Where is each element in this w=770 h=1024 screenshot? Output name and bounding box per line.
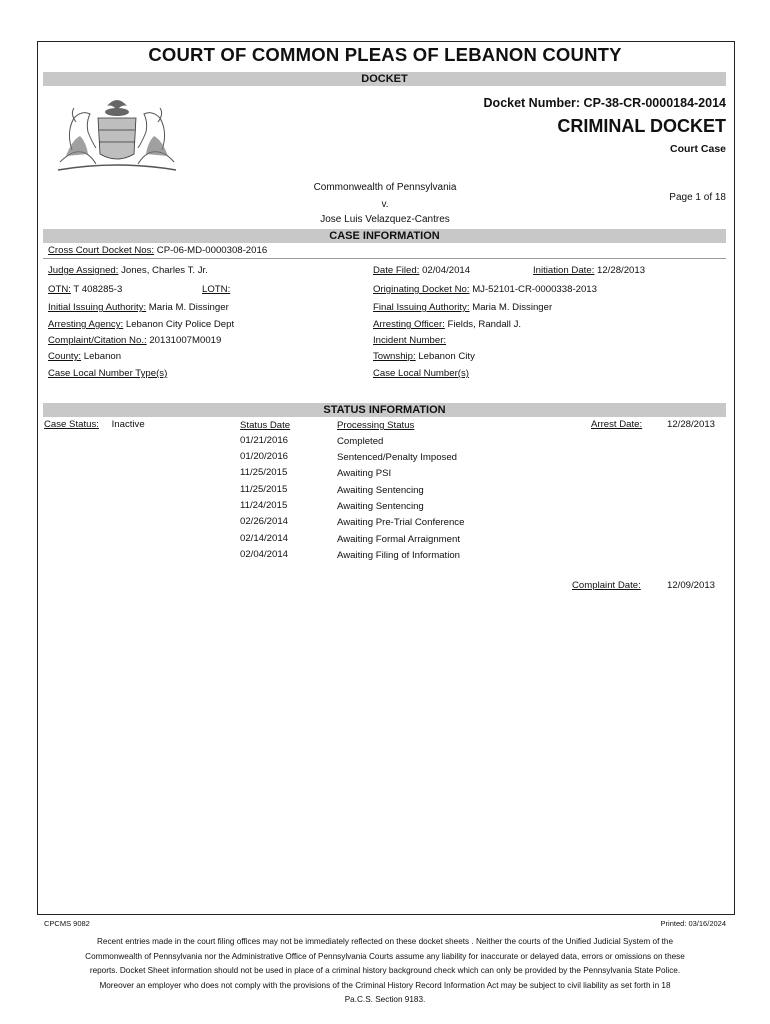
docket-bar: DOCKET bbox=[43, 72, 726, 86]
complaint-value: 20131007M0019 bbox=[149, 335, 222, 346]
disclaimer-text: Recent entries made in the court filing offices may not be immediately reflected on these docket sheets . Neither the courts of the Unified Judicial System of the Commonwealth of Pennsylvania nor the Administrative Office of Pennsylvania Courts assume any liability for inaccurate or delayed data, errors or omissions on these reports. Docket Sheet information should not be used in place of a criminal history background check which can only be provided by the Pennsylvania State Police. Moreover an employer who does not comply with the provisions of the Criminal History Record Information Act may be subject to civil liability as set forth in 18 Pa.C.S. Section 9183. bbox=[85, 937, 685, 1005]
case-status-value: Inactive bbox=[111, 419, 145, 430]
county-value: Lebanon bbox=[83, 351, 122, 362]
county-label: County: bbox=[48, 351, 82, 362]
status-row-status: Awaiting Pre-Trial Conference bbox=[337, 517, 465, 528]
case-local-number-label: Case Local Number(s) bbox=[373, 368, 469, 379]
status-row-status: Awaiting Filing of Information bbox=[337, 550, 461, 561]
case-local-number-type-label: Case Local Number Type(s) bbox=[48, 368, 168, 379]
status-row-status: Awaiting Sentencing bbox=[337, 501, 424, 512]
complaint-citation bbox=[48, 335, 221, 346]
status-row-status: Completed bbox=[337, 436, 384, 447]
initiation-value: 12/28/2013 bbox=[597, 265, 646, 276]
judge-assigned bbox=[48, 265, 208, 276]
page-indicator: Page 1 of 18 bbox=[669, 192, 726, 203]
incident-number-label: Incident Number: bbox=[373, 335, 447, 346]
init-auth-value: Maria M. Dissinger bbox=[148, 302, 229, 313]
final-issuing-authority bbox=[373, 302, 552, 313]
date-filed-label: Date Filed: bbox=[373, 265, 420, 276]
status-row-date: 11/25/2015 bbox=[240, 484, 288, 495]
cross-court-label: Cross Court Docket Nos: bbox=[48, 245, 155, 256]
docket-number: Docket Number: CP-38-CR-0000184-2014 bbox=[483, 96, 726, 110]
township-label: Township: bbox=[373, 351, 416, 362]
township-value: Lebanon City bbox=[418, 351, 475, 362]
status-row-date: 11/25/2015 bbox=[240, 467, 288, 478]
status-row-status: Awaiting Formal Arraignment bbox=[337, 534, 460, 545]
orig-docket-value: MJ-52101-CR-0000338-2013 bbox=[472, 284, 597, 295]
status-row-date: 11/24/2015 bbox=[240, 500, 288, 511]
case-status-label: Case Status: bbox=[44, 419, 99, 430]
county bbox=[48, 351, 121, 362]
arresting-agency bbox=[48, 319, 234, 330]
arrest-date-label: Arrest Date: bbox=[591, 419, 643, 430]
township bbox=[373, 351, 475, 362]
caption-versus: v. bbox=[381, 199, 389, 210]
initiation-date bbox=[533, 265, 645, 276]
court-title: COURT OF COMMON PLEAS OF LEBANON COUNTY bbox=[148, 44, 622, 65]
otn-value: T 408285-3 bbox=[73, 284, 123, 295]
complaint-label: Complaint/Citation No.: bbox=[48, 335, 147, 346]
case-status bbox=[44, 419, 145, 430]
otn bbox=[48, 284, 122, 295]
case-information-bar: CASE INFORMATION bbox=[43, 229, 726, 243]
status-row-status: Sentenced/Penalty Imposed bbox=[337, 452, 458, 463]
cross-court-value: CP-06-MD-0000308-2016 bbox=[156, 245, 268, 256]
initiation-label: Initiation Date: bbox=[533, 265, 595, 276]
arr-officer-value: Fields, Randall J. bbox=[447, 319, 522, 330]
arr-officer-label: Arresting Officer: bbox=[373, 319, 445, 330]
arrest-date-value: 12/28/2013 bbox=[667, 419, 716, 430]
status-row-date: 01/20/2016 bbox=[240, 451, 289, 462]
status-row-status: Awaiting Sentencing bbox=[337, 485, 424, 496]
lotn-label: LOTN: bbox=[202, 284, 231, 295]
criminal-docket-title: CRIMINAL DOCKET bbox=[557, 116, 726, 136]
status-row-date: 02/04/2014 bbox=[240, 549, 289, 560]
status-row-date: 01/21/2016 bbox=[240, 435, 289, 446]
final-auth-label: Final Issuing Authority: bbox=[373, 302, 470, 313]
arresting-officer bbox=[373, 319, 521, 330]
divider bbox=[43, 258, 726, 259]
init-auth-label: Initial Issuing Authority: bbox=[48, 302, 147, 313]
status-row-date: 02/14/2014 bbox=[240, 533, 289, 544]
case-kind: Court Case bbox=[669, 143, 726, 155]
initial-issuing-authority bbox=[48, 302, 229, 313]
status-row-status: Awaiting PSI bbox=[337, 468, 392, 479]
caption-plaintiff: Commonwealth of Pennsylvania bbox=[313, 182, 457, 193]
processing-status-header: Processing Status bbox=[337, 420, 415, 431]
complaint-date-value: 12/09/2013 bbox=[667, 580, 716, 591]
judge-label: Judge Assigned: bbox=[48, 265, 119, 276]
originating-docket bbox=[373, 284, 597, 295]
caption-defendant: Jose Luis Velazquez-Cantres bbox=[320, 214, 450, 225]
status-row-date: 02/26/2014 bbox=[240, 516, 289, 527]
printed-date: Printed: 03/16/2024 bbox=[660, 919, 726, 928]
cross-court-docket bbox=[48, 245, 267, 256]
otn-label: OTN: bbox=[48, 284, 71, 295]
judge-value: Jones, Charles T. Jr. bbox=[121, 265, 208, 276]
pennsylvania-seal-icon bbox=[52, 92, 182, 174]
arr-agency-label: Arresting Agency: bbox=[48, 319, 124, 330]
orig-docket-label: Originating Docket No: bbox=[373, 284, 470, 295]
final-auth-value: Maria M. Dissinger bbox=[472, 302, 553, 313]
form-id: CPCMS 9082 bbox=[44, 919, 90, 928]
date-filed-value: 02/04/2014 bbox=[422, 265, 471, 276]
complaint-date-label: Complaint Date: bbox=[572, 580, 641, 591]
date-filed bbox=[373, 265, 470, 276]
status-date-header: Status Date bbox=[240, 420, 291, 431]
arr-agency-value: Lebanon City Police Dept bbox=[125, 319, 235, 330]
status-information-bar: STATUS INFORMATION bbox=[43, 403, 726, 417]
